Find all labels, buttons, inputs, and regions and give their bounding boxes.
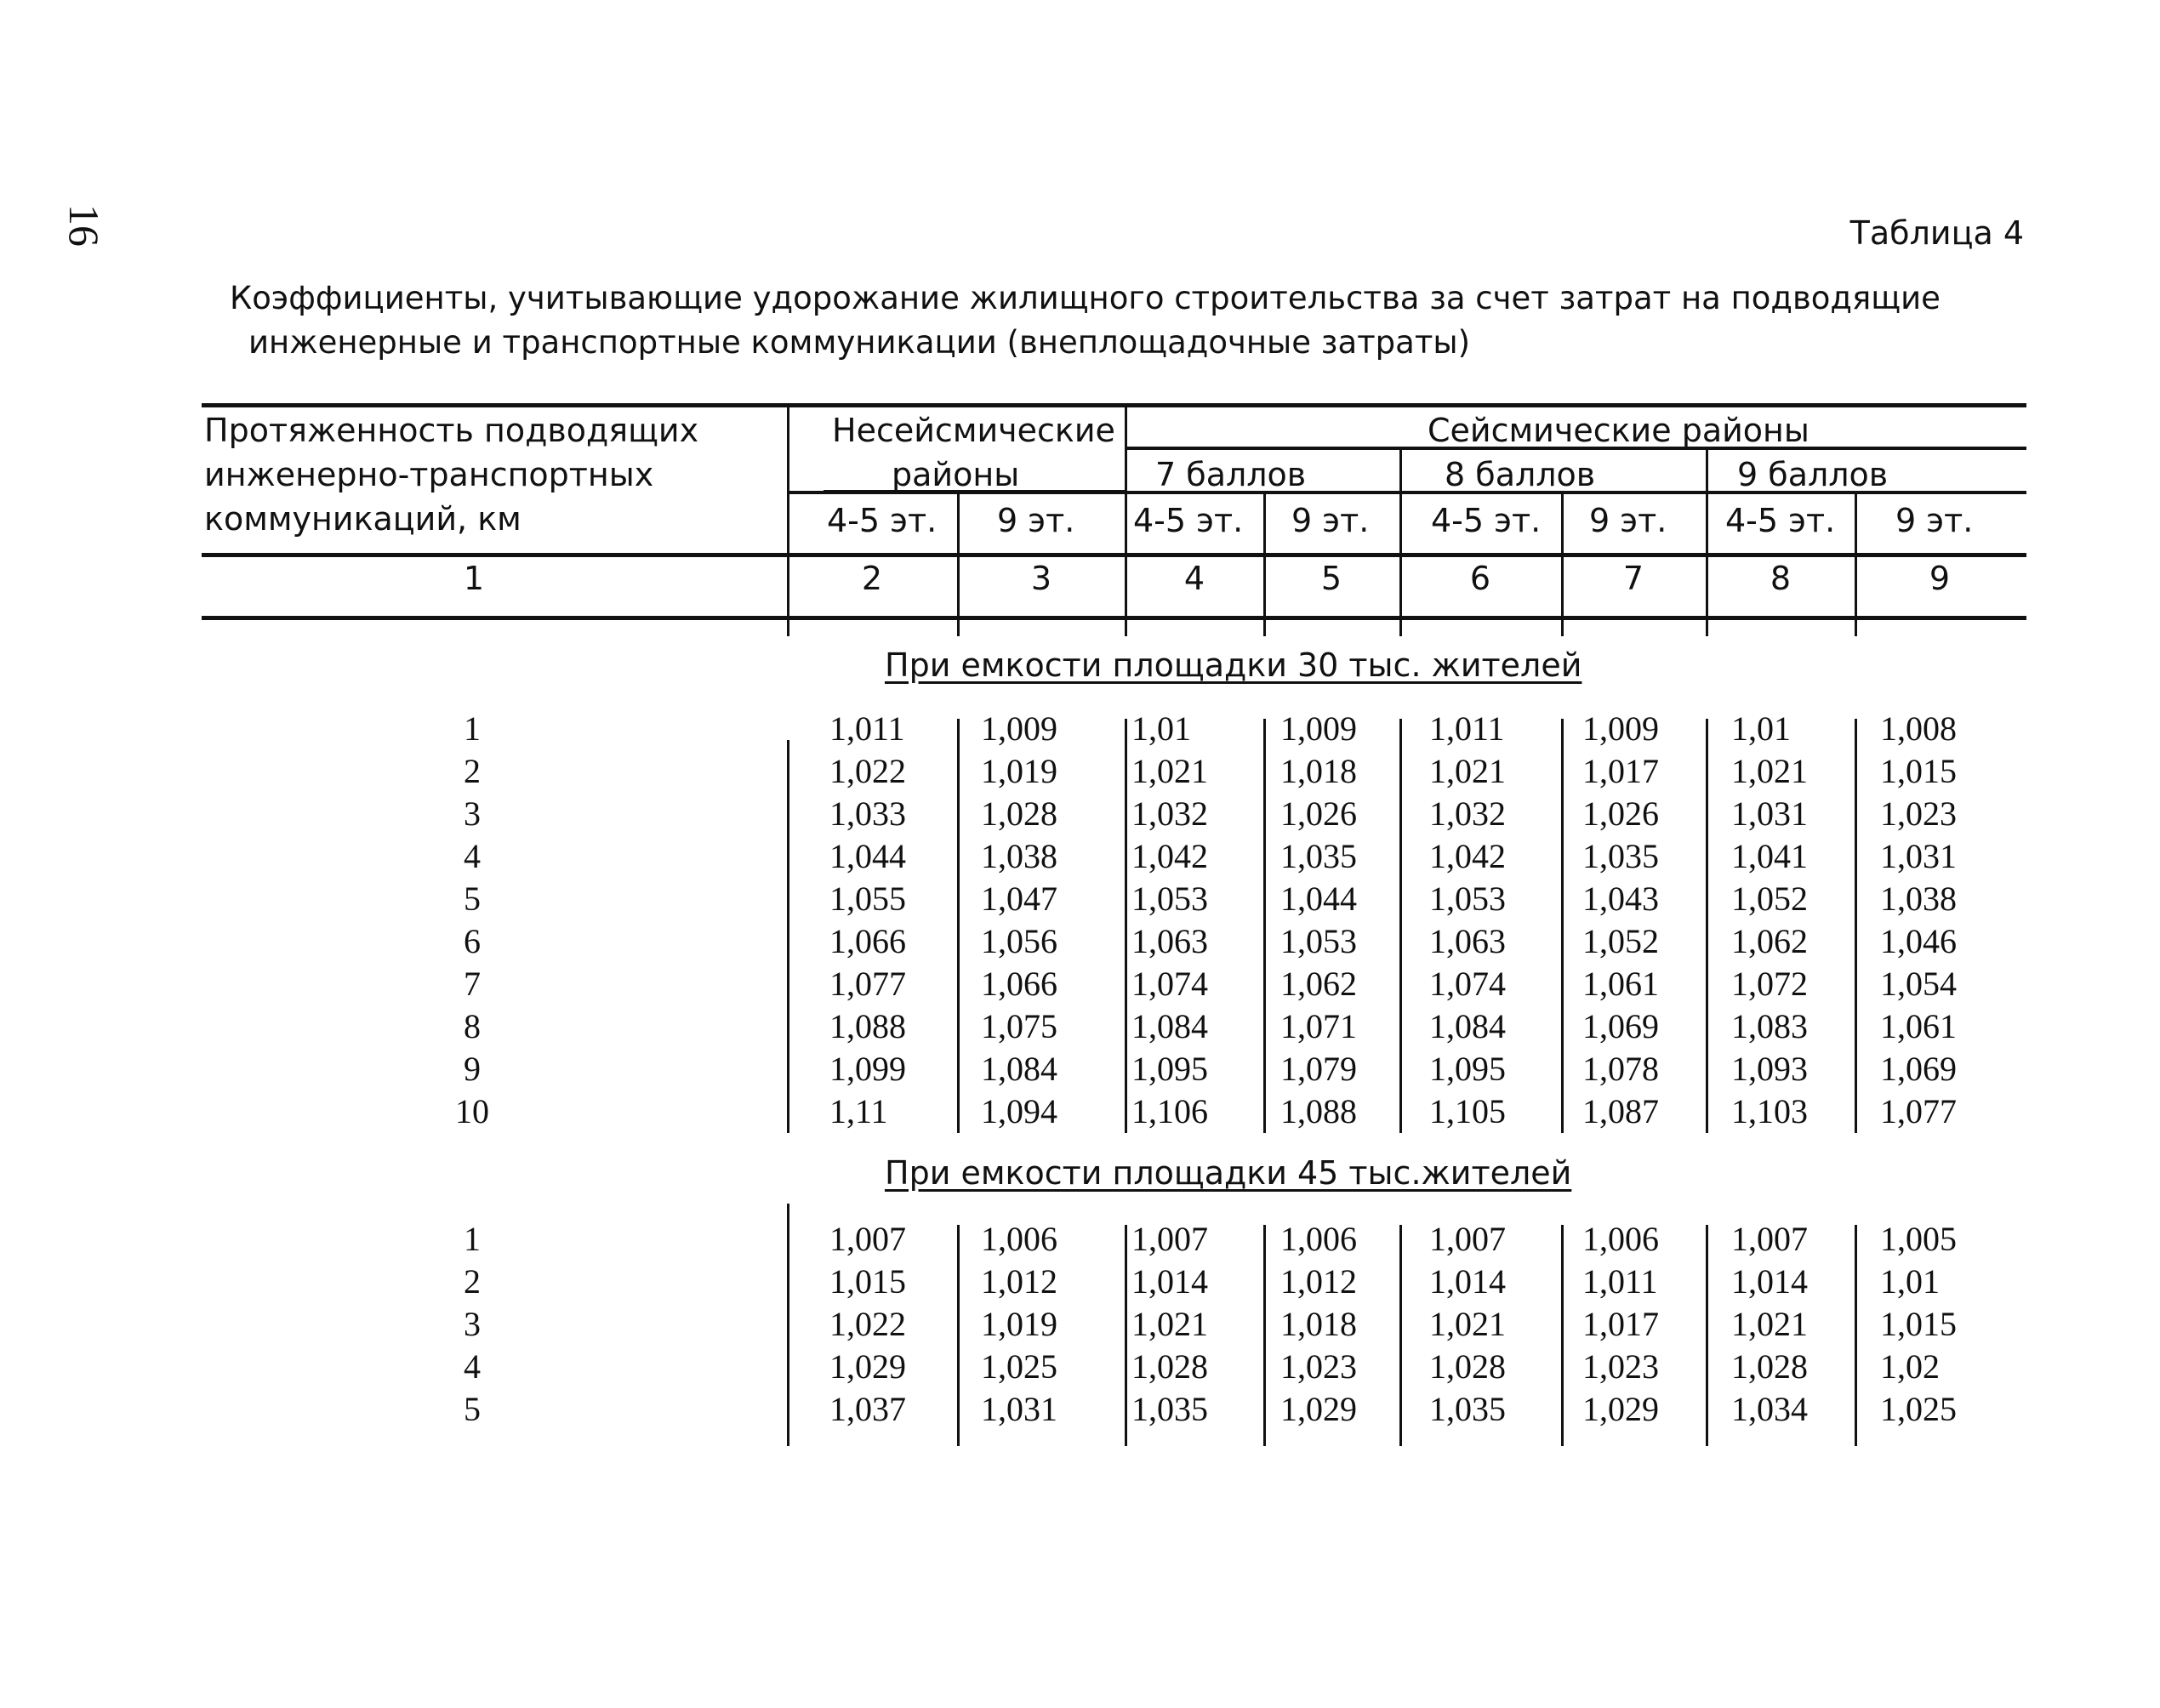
cell-value: 1,008: [1880, 709, 1957, 748]
cell-value: 1,017: [1582, 1305, 1659, 1343]
cell-value: 1,083: [1731, 1007, 1808, 1045]
table-row: [0, 1304, 2160, 1346]
col-number-1: 1: [463, 560, 485, 597]
cell-value: 1,063: [1131, 922, 1208, 960]
header-col1-line3: коммуникаций, км: [204, 500, 521, 538]
cell-value: 1,011: [1429, 709, 1505, 748]
cell-value: 1,007: [1131, 1220, 1208, 1258]
col-number-2: 2: [861, 560, 883, 597]
cell-value: 1,074: [1429, 965, 1506, 1003]
body-divider-s1-4: [1263, 719, 1266, 1133]
cell-value: 1,052: [1731, 880, 1808, 918]
cell-value: 1,028: [981, 794, 1057, 833]
cell-value: 1,014: [1731, 1262, 1808, 1301]
header-floor-7: 9 эт.: [1589, 502, 1667, 539]
cell-value: 1,028: [1131, 1347, 1208, 1386]
header-nonseismic-line2: районы: [892, 456, 1020, 493]
col-divider-2: [957, 492, 960, 636]
cell-value: 1,069: [1880, 1050, 1957, 1088]
cell-value: 1,077: [1880, 1092, 1957, 1130]
header-col1-line1: Протяженность подводящих: [204, 412, 699, 449]
section-title-45k: При емкости площадки 45 тыс.жителей: [885, 1154, 1572, 1192]
cell-value: 1,014: [1131, 1262, 1208, 1301]
cell-value: 1,094: [981, 1092, 1057, 1130]
cell-value: 1,007: [1429, 1220, 1506, 1258]
col-number-6: 6: [1469, 560, 1491, 597]
caption-line-2: инженерные и транспортные коммуникации (внеплощадочные затраты): [248, 324, 1471, 361]
cell-value: 1,023: [1280, 1347, 1357, 1386]
col-divider-6: [1561, 492, 1564, 636]
section-title-30k: При емкости площадки 30 тыс. жителей: [885, 646, 1582, 684]
cell-value: 1,084: [1429, 1007, 1506, 1045]
cell-value: 1,095: [1131, 1050, 1208, 1088]
cell-value: 1,029: [1280, 1390, 1357, 1428]
cell-value: 1,025: [1880, 1390, 1957, 1428]
cell-value: 1,056: [981, 922, 1057, 960]
table-row: [0, 794, 2160, 836]
body-divider-s1-1: [787, 740, 789, 1133]
cell-value: 1,029: [1582, 1390, 1659, 1428]
cell-value: 1,006: [1280, 1220, 1357, 1258]
row-km: 3: [464, 794, 481, 833]
table-row: [0, 1006, 2160, 1049]
cell-value: 1,087: [1582, 1092, 1659, 1130]
row-km: 8: [464, 1007, 481, 1045]
cell-value: 1,062: [1280, 965, 1357, 1003]
cell-value: 1,074: [1131, 965, 1208, 1003]
table-row: [0, 1389, 2160, 1432]
table-caption: [230, 276, 2025, 365]
row-km: 7: [464, 965, 481, 1003]
cell-value: 1,007: [1731, 1220, 1808, 1258]
header-floor-8: 4-5 эт.: [1725, 502, 1836, 539]
header-group-9: 9 баллов: [1737, 456, 1889, 493]
cell-value: 1,105: [1429, 1092, 1506, 1130]
table-row: [0, 709, 2160, 751]
cell-value: 1,022: [829, 1305, 906, 1343]
header-col1-line2: инженерно-транспортных: [204, 456, 654, 493]
col-divider-3: [1125, 405, 1127, 636]
col-divider-4: [1263, 492, 1266, 636]
cell-value: 1,034: [1731, 1390, 1808, 1428]
cell-value: 1,023: [1582, 1347, 1659, 1386]
cell-value: 1,041: [1731, 837, 1808, 875]
cell-value: 1,005: [1880, 1220, 1957, 1258]
table-row: [0, 921, 2160, 964]
cell-value: 1,088: [1280, 1092, 1357, 1130]
row-km: 10: [455, 1092, 489, 1130]
cell-value: 1,031: [981, 1390, 1057, 1428]
cell-value: 1,017: [1582, 752, 1659, 790]
cell-value: 1,02: [1880, 1347, 1940, 1386]
body-divider-s2-6: [1561, 1225, 1564, 1446]
body-divider-s2-2: [957, 1225, 960, 1446]
cell-value: 1,015: [1880, 1305, 1957, 1343]
header-floor-2: 4-5 эт.: [827, 502, 938, 539]
cell-value: 1,018: [1280, 1305, 1357, 1343]
cell-value: 1,035: [1131, 1390, 1208, 1428]
col-number-3: 3: [1030, 560, 1052, 597]
table-row: [0, 879, 2160, 921]
cell-value: 1,023: [1880, 794, 1957, 833]
cell-value: 1,015: [829, 1262, 906, 1301]
body-divider-s1-3: [1125, 719, 1127, 1133]
cell-value: 1,035: [1429, 1390, 1506, 1428]
row-km: 5: [464, 1390, 481, 1428]
row-km: 3: [464, 1305, 481, 1343]
header-floor-5: 9 эт.: [1291, 502, 1370, 539]
cell-value: 1,031: [1731, 794, 1808, 833]
header-floor-3: 9 эт.: [997, 502, 1075, 539]
cell-value: 1,035: [1280, 837, 1357, 875]
cell-value: 1,072: [1731, 965, 1808, 1003]
header-floor-6: 4-5 эт.: [1431, 502, 1542, 539]
cell-value: 1,062: [1731, 922, 1808, 960]
header-seismic: Сейсмические районы: [1428, 412, 1809, 449]
cell-value: 1,047: [981, 880, 1057, 918]
table-row: [0, 836, 2160, 879]
cell-value: 1,011: [829, 709, 905, 748]
body-divider-s1-8: [1855, 719, 1857, 1133]
cell-value: 1,071: [1280, 1007, 1357, 1045]
cell-value: 1,063: [1429, 922, 1506, 960]
cell-value: 1,031: [1880, 837, 1957, 875]
cell-value: 1,021: [1731, 1305, 1808, 1343]
cell-value: 1,033: [829, 794, 906, 833]
cell-value: 1,021: [1429, 752, 1506, 790]
col-number-5: 5: [1320, 560, 1342, 597]
cell-value: 1,021: [1429, 1305, 1506, 1343]
cell-value: 1,042: [1131, 837, 1208, 875]
cell-value: 1,01: [1731, 709, 1791, 748]
cell-value: 1,093: [1731, 1050, 1808, 1088]
row-km: 2: [464, 1262, 481, 1301]
header-group-7: 7 баллов: [1155, 456, 1307, 493]
cell-value: 1,046: [1880, 922, 1957, 960]
cell-value: 1,035: [1582, 837, 1659, 875]
cell-value: 1,061: [1582, 965, 1659, 1003]
table-row: [0, 1219, 2160, 1261]
col-divider-5: [1399, 448, 1402, 636]
cell-value: 1,026: [1280, 794, 1357, 833]
table-top-rule: [202, 403, 2026, 407]
col-divider-8: [1855, 492, 1857, 636]
cell-value: 1,032: [1131, 794, 1208, 833]
row-km: 9: [464, 1050, 481, 1088]
cell-value: 1,044: [1280, 880, 1357, 918]
cell-value: 1,019: [981, 1305, 1057, 1343]
table-label: Таблица 4: [1849, 214, 2024, 252]
table-row: [0, 964, 2160, 1006]
cell-value: 1,053: [1131, 880, 1208, 918]
col-divider-1: [787, 405, 789, 636]
body-divider-s2-4: [1263, 1225, 1266, 1446]
cell-value: 1,084: [1131, 1007, 1208, 1045]
cell-value: 1,088: [829, 1007, 906, 1045]
col-number-8: 8: [1770, 560, 1792, 597]
col-number-9: 9: [1929, 560, 1951, 597]
row-km: 5: [464, 880, 481, 918]
cell-value: 1,055: [829, 880, 906, 918]
body-divider-s1-5: [1399, 719, 1402, 1133]
header-nonseismic-line1: Несейсмические: [832, 412, 1115, 449]
cell-value: 1,038: [1880, 880, 1957, 918]
cell-value: 1,01: [1880, 1262, 1940, 1301]
cell-value: 1,009: [1280, 709, 1357, 748]
header-floor-4: 4-5 эт.: [1133, 502, 1244, 539]
body-divider-s2-8: [1855, 1225, 1857, 1446]
cell-value: 1,052: [1582, 922, 1659, 960]
cell-value: 1,014: [1429, 1262, 1506, 1301]
cell-value: 1,009: [981, 709, 1057, 748]
cell-value: 1,077: [829, 965, 906, 1003]
cell-value: 1,012: [1280, 1262, 1357, 1301]
cell-value: 1,061: [1880, 1007, 1957, 1045]
body-divider-s2-5: [1399, 1225, 1402, 1446]
cell-value: 1,095: [1429, 1050, 1506, 1088]
body-divider-s2-1: [787, 1204, 789, 1446]
cell-value: 1,011: [1582, 1262, 1658, 1301]
cell-value: 1,069: [1582, 1007, 1659, 1045]
cell-value: 1,015: [1880, 752, 1957, 790]
cell-value: 1,042: [1429, 837, 1506, 875]
cell-value: 1,075: [981, 1007, 1057, 1045]
row-km: 6: [464, 922, 481, 960]
cell-value: 1,007: [829, 1220, 906, 1258]
cell-value: 1,043: [1582, 880, 1659, 918]
cell-value: 1,032: [1429, 794, 1506, 833]
body-divider-s2-7: [1706, 1225, 1708, 1446]
cell-value: 1,066: [829, 922, 906, 960]
cell-value: 1,006: [1582, 1220, 1659, 1258]
body-divider-s2-3: [1125, 1225, 1127, 1446]
row-km: 4: [464, 1347, 481, 1386]
cell-value: 1,099: [829, 1050, 906, 1088]
cell-value: 1,021: [1131, 1305, 1208, 1343]
cell-value: 1,079: [1280, 1050, 1357, 1088]
cell-value: 1,038: [981, 837, 1057, 875]
row-km: 1: [464, 709, 481, 748]
cell-value: 1,021: [1731, 752, 1808, 790]
table-row: [0, 1049, 2160, 1091]
page-number: 16: [60, 204, 108, 247]
col-number-4: 4: [1183, 560, 1205, 597]
cell-value: 1,037: [829, 1390, 906, 1428]
table-row: [0, 1261, 2160, 1304]
cell-value: 1,066: [981, 965, 1057, 1003]
cell-value: 1,012: [981, 1262, 1057, 1301]
cell-value: 1,053: [1280, 922, 1357, 960]
header-floor-9: 9 эт.: [1895, 502, 1974, 539]
cell-value: 1,022: [829, 752, 906, 790]
cell-value: 1,018: [1280, 752, 1357, 790]
cell-value: 1,078: [1582, 1050, 1659, 1088]
cell-value: 1,019: [981, 752, 1057, 790]
cell-value: 1,028: [1731, 1347, 1808, 1386]
cell-value: 1,028: [1429, 1347, 1506, 1386]
cell-value: 1,025: [981, 1347, 1057, 1386]
cell-value: 1,054: [1880, 965, 1957, 1003]
colnum-bottom-rule: [202, 616, 2026, 620]
row-km: 2: [464, 752, 481, 790]
row-km: 4: [464, 837, 481, 875]
table-row: [0, 1091, 2160, 1134]
cell-value: 1,026: [1582, 794, 1659, 833]
cell-value: 1,009: [1582, 709, 1659, 748]
body-divider-s1-7: [1706, 719, 1708, 1133]
body-divider-s1-2: [957, 719, 960, 1133]
col-number-7: 7: [1622, 560, 1644, 597]
cell-value: 1,021: [1131, 752, 1208, 790]
cell-value: 1,103: [1731, 1092, 1808, 1130]
cell-value: 1,006: [981, 1220, 1057, 1258]
cell-value: 1,01: [1131, 709, 1191, 748]
cell-value: 1,084: [981, 1050, 1057, 1088]
col-divider-7: [1706, 448, 1708, 636]
row-km: 1: [464, 1220, 481, 1258]
cell-value: 1,044: [829, 837, 906, 875]
table-row: [0, 751, 2160, 794]
header-bottom-rule: [202, 553, 2026, 557]
body-divider-s1-6: [1561, 719, 1564, 1133]
header-group-8: 8 баллов: [1445, 456, 1596, 493]
caption-line-1: Коэффициенты, учитывающие удорожание жилищного строительства за счет затрат на подводящие: [230, 280, 1941, 316]
table-row: [0, 1346, 2160, 1389]
cell-value: 1,053: [1429, 880, 1506, 918]
cell-value: 1,11: [829, 1092, 888, 1130]
cell-value: 1,106: [1131, 1092, 1208, 1130]
cell-value: 1,029: [829, 1347, 906, 1386]
